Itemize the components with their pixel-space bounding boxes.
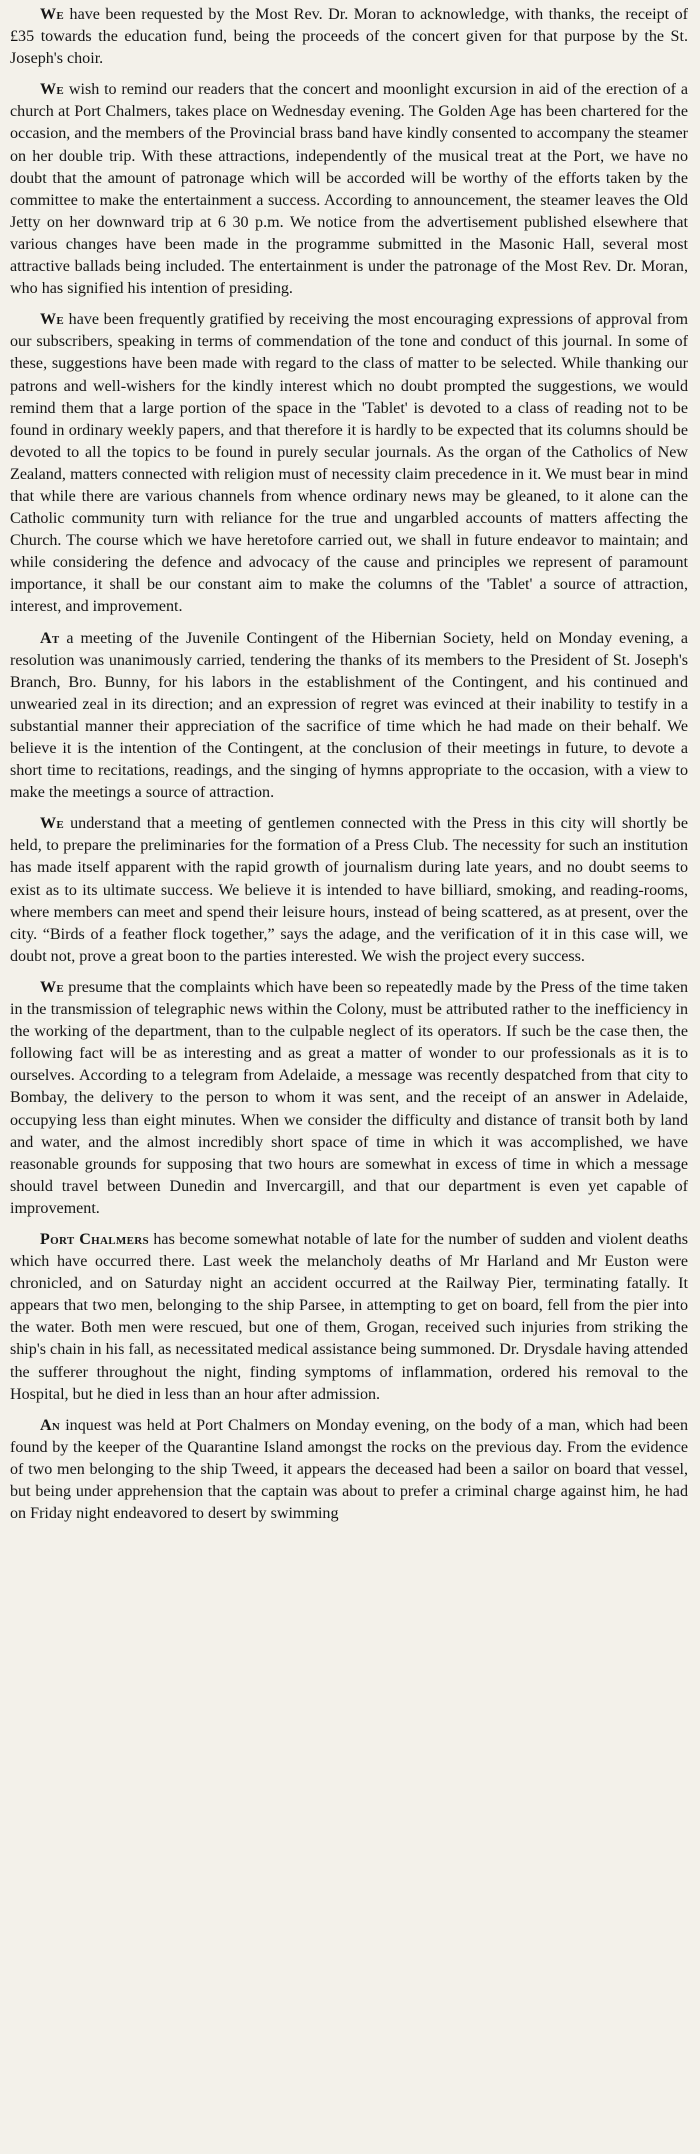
paragraph-telegraphic-news [10, 977, 688, 1220]
paragraph-lead: We [40, 6, 65, 23]
paragraph-lead: We [40, 978, 65, 996]
paragraph-text: understand that a meeting of gentlemen connected with the Press in this city will shortly be held, to prepare the preliminaries for the formation of a Press Club. The necessity for such an institution has made itself apparent with the rapid growth of journalism during late years, and no doubt seems to exist as to its ultimate success. We believe it is intended to have billiard, smoking, and reading-rooms, where members can meet and spend their leisure hours, instead of being scattered, as at present, over the city. “Birds of a feather flock together,” says the adage, and the verification of it in this case will, we doubt not, prove a great boon to the parties interested. We wish the project every success. [10, 815, 688, 965]
paragraph-subscribers-approval [10, 309, 688, 618]
paragraph-text: presume that the complaints which have been so repeatedly made by the Press of the time taken in the transmission of telegraphic news within the Colony, must be attributed rather to the inefficiency in the working of the department, than to the culpable neglect of its operators. If such be the case then, the following fact will be as interesting and as great a matter of wonder to our professionals as it is to ourselves. According to a telegram from Adelaide, a message was recently despatched from that city to Bombay, the delivery to the person to whom it was sent, and the receipt of an answer in Adelaide, occupying less than eight minutes. When we consider the difficulty and distance of transit both by land and water, and the almost incredibly short space of time in which it was accomplished, we have reasonable grounds for supposing that two hours are somewhat in excess of time in which a message should travel between Dunedin and Invercargill, and that our department is even yet capable of improvement. [10, 978, 688, 1217]
paragraph-lead: An [40, 1416, 61, 1434]
paragraph-lead: We [40, 815, 65, 833]
paragraph-education-fund [10, 4, 688, 70]
paragraph-moonlight-excursion [10, 79, 688, 300]
paragraph-text: a meeting of the Juvenile Contingent of the Hibernian Society, held on Monday evening, a resolution was unanimously carried, tendering the thanks of its members to the President of St. Joseph's Branch, Bro. Bunny, for his labors in the establishment of the Contingent, and his continued and unwearied zeal in its direction; and an expression of regret was evinced at their inability to testify in a substantial manner their appreciation of the sacrifice of time which he had made on their behalf. We believe it is the intention of the Contingent, at the conclusion of their meetings in future, to devote a short time to recitations, readings, and the singing of hymns appropriate to the occasion, with a view to make the meetings a source of attraction. [10, 629, 688, 802]
paragraph-lead: Port Chalmers [40, 1230, 149, 1248]
paragraph-juvenile-contingent [10, 628, 688, 805]
paragraph-text: inquest was held at Port Chalmers on Monday evening, on the body of a man, which had been found by the keeper of the Quarantine Island amongst the rocks on the previous day. From the evidence of two men belonging to the ship Tweed, it appears the deceased had been a sailor on board that vessel, but being under apprehension that the captain was about to prefer a criminal charge against him, he had on Friday night endeavored to desert by swimming [10, 1416, 688, 1523]
paragraph-lead: We [40, 81, 65, 99]
paragraph-text: have been frequently gratified by receiving the most encouraging expressions of approval from our subscribers, speaking in terms of commendation of the tone and conduct of this journal. In some of these, suggestions have been made with regard to the class of matter to be selected. While thanking our patrons and well-wishers for the kindly interest which no doubt prompted the suggestions, we would remind them that a large portion of the space in the 'Tablet' is devoted to a class of reading not to be found in ordinary weekly papers, and that therefore it is hardly to be expected that its columns should be devoted to all the topics to be found in purely secular journals. As the organ of the Catholics of New Zealand, matters connected with religion must of necessity claim precedence in it. We must bear in mind that while there are various channels from whence ordinary news may be gleaned, to it alone can the Catholic community turn with reliance for the true and ungarbled accounts of matters affecting the Church. The course which we have heretofore carried out, we shall in future endeavor to maintain; and while considering the defence and advocacy of the cause and principles we represent of paramount importance, it shall be our constant aim to make the columns of the 'Tablet' a source of attraction, interest, and improvement. [10, 311, 688, 616]
paragraph-lead: We [40, 311, 65, 329]
paragraph-lead: At [40, 629, 60, 647]
paragraph-port-chalmers-deaths [10, 1229, 688, 1406]
paragraph-press-club [10, 813, 688, 968]
paragraph-inquest [10, 1415, 688, 1525]
paragraph-text: have been requested by the Most Rev. Dr. Moran to acknowledge, with thanks, the receipt of £35 towards the education fund, being the proceeds of the concert given for that purpose by the St. Joseph's choir. [10, 6, 688, 68]
paragraph-text: wish to remind our readers that the concert and moonlight excursion in aid of the erection of a church at Port Chalmers, takes place on Wednesday evening. The Golden Age has been chartered for the occasion, and the members of the Provincial brass band have kindly consented to accompany the steamer on her double trip. With these attractions, independently of the musical treat at the Port, we have no doubt that the amount of patronage which will be accorded will be worthy of the efforts taken by the committee to make the entertainment a success. According to announcement, the steamer leaves the Old Jetty on her downward trip at 6 30 p.m. We notice from the advertisement published elsewhere that various changes have been made in the programme submitted in the Masonic Hall, several most attractive ballads being included. The entertainment is under the patronage of the Most Rev. Dr. Moran, who has signified his intention of presiding. [10, 81, 688, 298]
paragraph-text: has become somewhat notable of late for the number of sudden and violent deaths which have occurred there. Last week the melancholy deaths of Mr Harland and Mr Euston were chronicled, and on Saturday night an accident occurred at the Railway Pier, terminating fatally. It appears that two men, belonging to the ship Parsee, in attempting to get on board, fell from the pier into the water. Both men were rescued, but one of them, Grogan, received such injuries from striking the ship's chain in his fall, as necessitated medical assistance being summoned. Dr. Drysdale having attended the sufferer throughout the night, finding symptoms of inflammation, ordered his removal to the Hospital, but he died in less than an hour after admission. [10, 1230, 688, 1403]
